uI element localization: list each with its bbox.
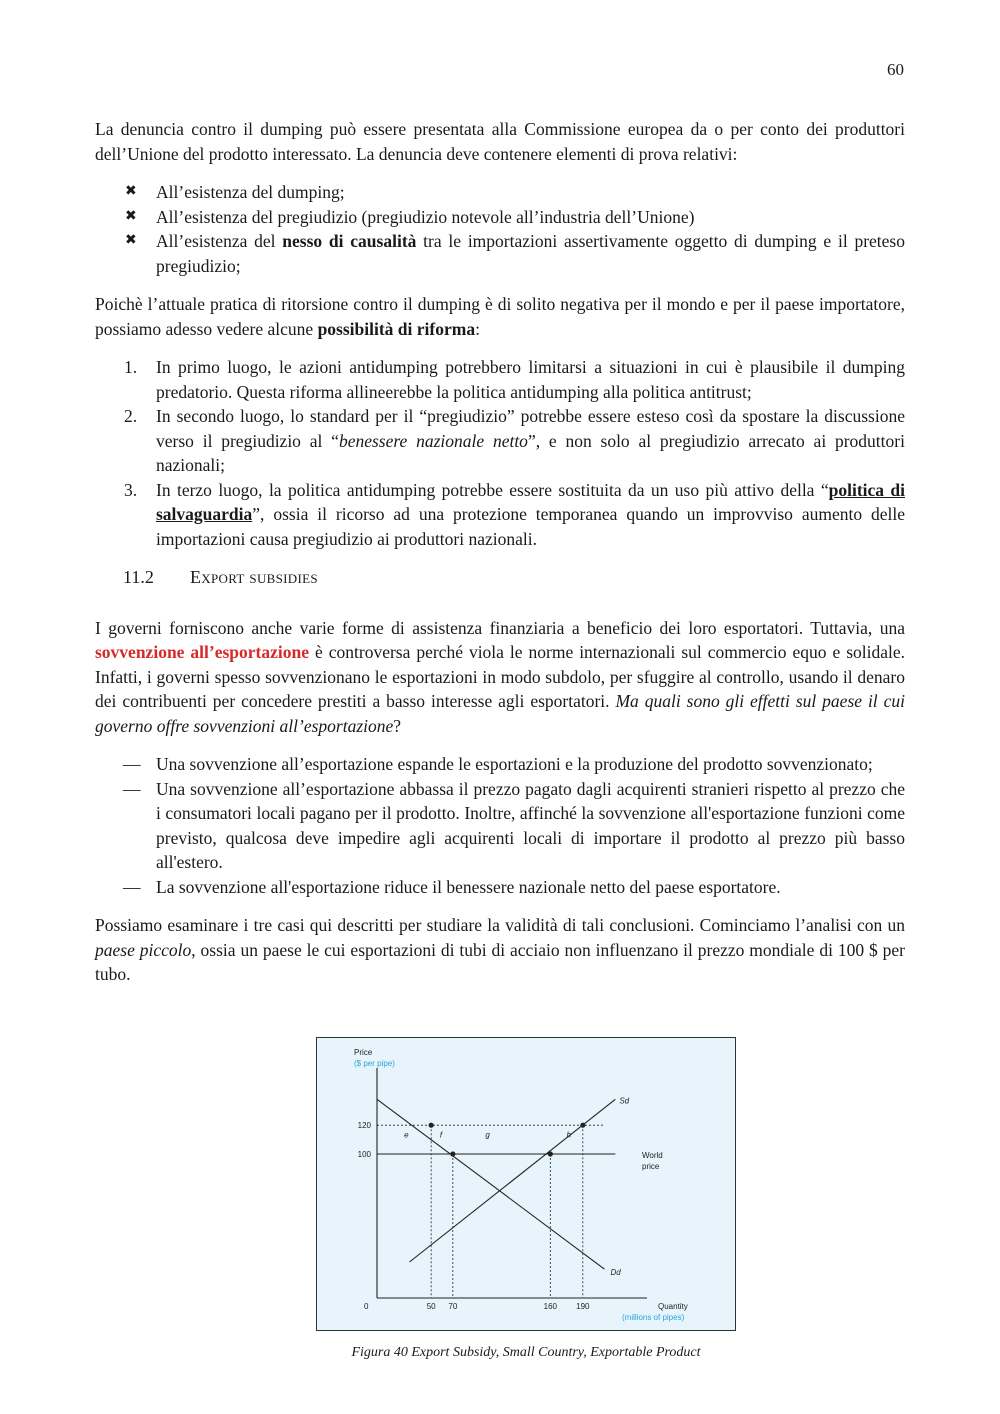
- evidence-list: [95, 180, 905, 278]
- x-tick-label: 50: [426, 1302, 436, 1311]
- equilibrium-point: [450, 1151, 455, 1156]
- y-axis-label: Price: [354, 1048, 373, 1057]
- x-tick-label: 160: [543, 1302, 558, 1311]
- cross-bullet-icon: ✖: [125, 233, 137, 248]
- bold-term: nesso di causalità: [282, 231, 417, 251]
- list-item: ✖ All’esistenza del dumping;: [95, 180, 905, 205]
- list-item: — La sovvenzione all'esportazione riduce il benessere nazionale netto del paese esportatore.: [95, 875, 905, 900]
- effects-list: [95, 752, 905, 899]
- dash-bullet: —: [123, 778, 141, 799]
- x-tick-label: 190: [576, 1302, 590, 1311]
- x-tick-label: 70: [448, 1302, 458, 1311]
- list-item: — Una sovvenzione all’esportazione espande le esportazioni e la produzione del prodotto sovvenzionato;: [95, 752, 905, 777]
- demand-curve-label: Dd: [610, 1268, 621, 1278]
- y-tick-label: 120: [357, 1121, 371, 1131]
- y-axis-unit: ($ per pipe): [354, 1059, 395, 1068]
- supply-curve-label: Sd: [619, 1096, 630, 1106]
- area-label: f: [439, 1130, 443, 1140]
- dash-bullet: —: [123, 876, 141, 897]
- list-number: 1.: [124, 357, 138, 377]
- bold-term: possibilità di riforma: [317, 318, 476, 339]
- highlighted-term: sovvenzione all’esportazione: [95, 642, 310, 662]
- world-price-label-2: price: [642, 1162, 660, 1171]
- intro-paragraph: La denuncia contro il dumping può essere presentata alla Commissione europea da o per conto dei produttori dell’Unione del prodotto interessato. La denuncia deve contenere elementi di prova relativi:: [95, 119, 905, 164]
- area-label: e: [404, 1130, 409, 1140]
- section-number: 11.2: [123, 567, 154, 587]
- x-axis-label: Quantity: [658, 1302, 688, 1311]
- italic-question: Ma quali sono gli effetti sul paese il cui governo offre sovvenzioni all’esportazione: [95, 691, 905, 736]
- area-label: h: [566, 1130, 572, 1140]
- list-item: ✖ All’esistenza del pregiudizio (pregiudizio notevole all’industria dell’Unione): [95, 205, 905, 230]
- page-number: 60: [887, 60, 904, 79]
- figure-caption: Figura 40 Export Subsidy, Small Country, Exportable Product: [351, 1345, 701, 1360]
- cross-bullet-icon: ✖: [125, 184, 137, 199]
- list-item: 1. In primo luogo, le azioni antidumping potrebbero limitarsi a situazioni in cui è plausibile il dumping predatorio. Questa riforma allineerebbe la politica antidumping alla politica antitrust;: [124, 357, 905, 402]
- list-item: 2. In secondo luogo, lo standard per il “pregiudizio” potrebbe essere esteso così da spostare la discussione verso il pregiudizio al “benessere nazionale netto”, e non solo al pregiudizio arrecato ai produttori nazionali;: [124, 406, 905, 475]
- subsidy-paragraph: I governi forniscono anche varie forme di assistenza finanziaria a beneficio dei loro esportatori. Tuttavia, una sovvenzione all’esportazione è controversa perché viola le norme internazionali sul commercio equo e solidale. Infatti, i governi spesso sovvenzionano le esportazioni in modo subdolo, per sfuggire al controllo, usando il denaro dei contribuenti per concedere prestiti a basso interesse agli esportatori. Ma quali sono gli effetti sul paese il cui governo offre sovvenzioni all’esportazione?: [95, 617, 906, 736]
- italic-term: paese piccolo: [95, 939, 192, 960]
- list-number: 3.: [124, 479, 138, 500]
- origin-label: 0: [364, 1302, 369, 1311]
- small-country-paragraph: Possiamo esaminare i tre casi qui descritti per studiare la validità di tali conclusioni. Cominciamo l’analisi con un paese piccolo, ossia un paese le cui esportazioni di tubi di acciaio non influenzano il prezzo mondiale di 100 $ per tubo.: [95, 915, 905, 984]
- underlined-term: politica di salvaguardia: [156, 479, 906, 524]
- page-body: [95, 117, 905, 1001]
- italic-term: benessere nazionale netto: [338, 430, 528, 451]
- x-axis-unit: (millions of pipes): [622, 1313, 685, 1322]
- dash-bullet: —: [123, 754, 141, 774]
- section-heading: [123, 565, 905, 590]
- reform-paragraph: Poichè l’attuale pratica di ritorsione contro il dumping è di solito negativa per il mondo e per il paese importatore, possiamo adesso vedere alcune possibilità di riforma:: [95, 294, 905, 339]
- area-label: g: [485, 1130, 490, 1140]
- list-item: ✖ All’esistenza del nesso di causalità tra le importazioni assertivamente oggetto di dumping e il preteso pregiudizio;: [125, 231, 905, 276]
- section-title: Export subsidies: [190, 567, 318, 587]
- chart-svg: [317, 1038, 735, 1330]
- equilibrium-point: [548, 1151, 553, 1156]
- y-tick-label: 100: [357, 1150, 371, 1159]
- equilibrium-point: [580, 1123, 585, 1128]
- chart-marks: [358, 1068, 647, 1311]
- list-item: — Una sovvenzione all’esportazione abbassa il prezzo pagato dagli acquirenti stranieri rispetto al prezzo che i consumatori locali pagano per il prodotto. Inoltre, affinché la sovvenzione all'esportazione funzioni come previsto, qualcosa deve impedire agli acquirenti locali di importare il prodotto al prezzo più basso all'estero.: [123, 778, 905, 872]
- cross-bullet-icon: ✖: [125, 208, 137, 224]
- figure-export-subsidy: [316, 1037, 736, 1331]
- reform-list: [95, 355, 905, 551]
- list-item: 3. In terzo luogo, la politica antidumping potrebbe essere sostituita da un uso più attivo della “politica di salvaguardia”, ossia il ricorso ad una protezione temporanea quando un improvviso aumento delle importazioni causa pregiudizio ai produttori nazionali.: [124, 479, 906, 549]
- list-number: 2.: [124, 406, 138, 426]
- equilibrium-point: [429, 1123, 434, 1128]
- world-price-label: World: [642, 1151, 663, 1160]
